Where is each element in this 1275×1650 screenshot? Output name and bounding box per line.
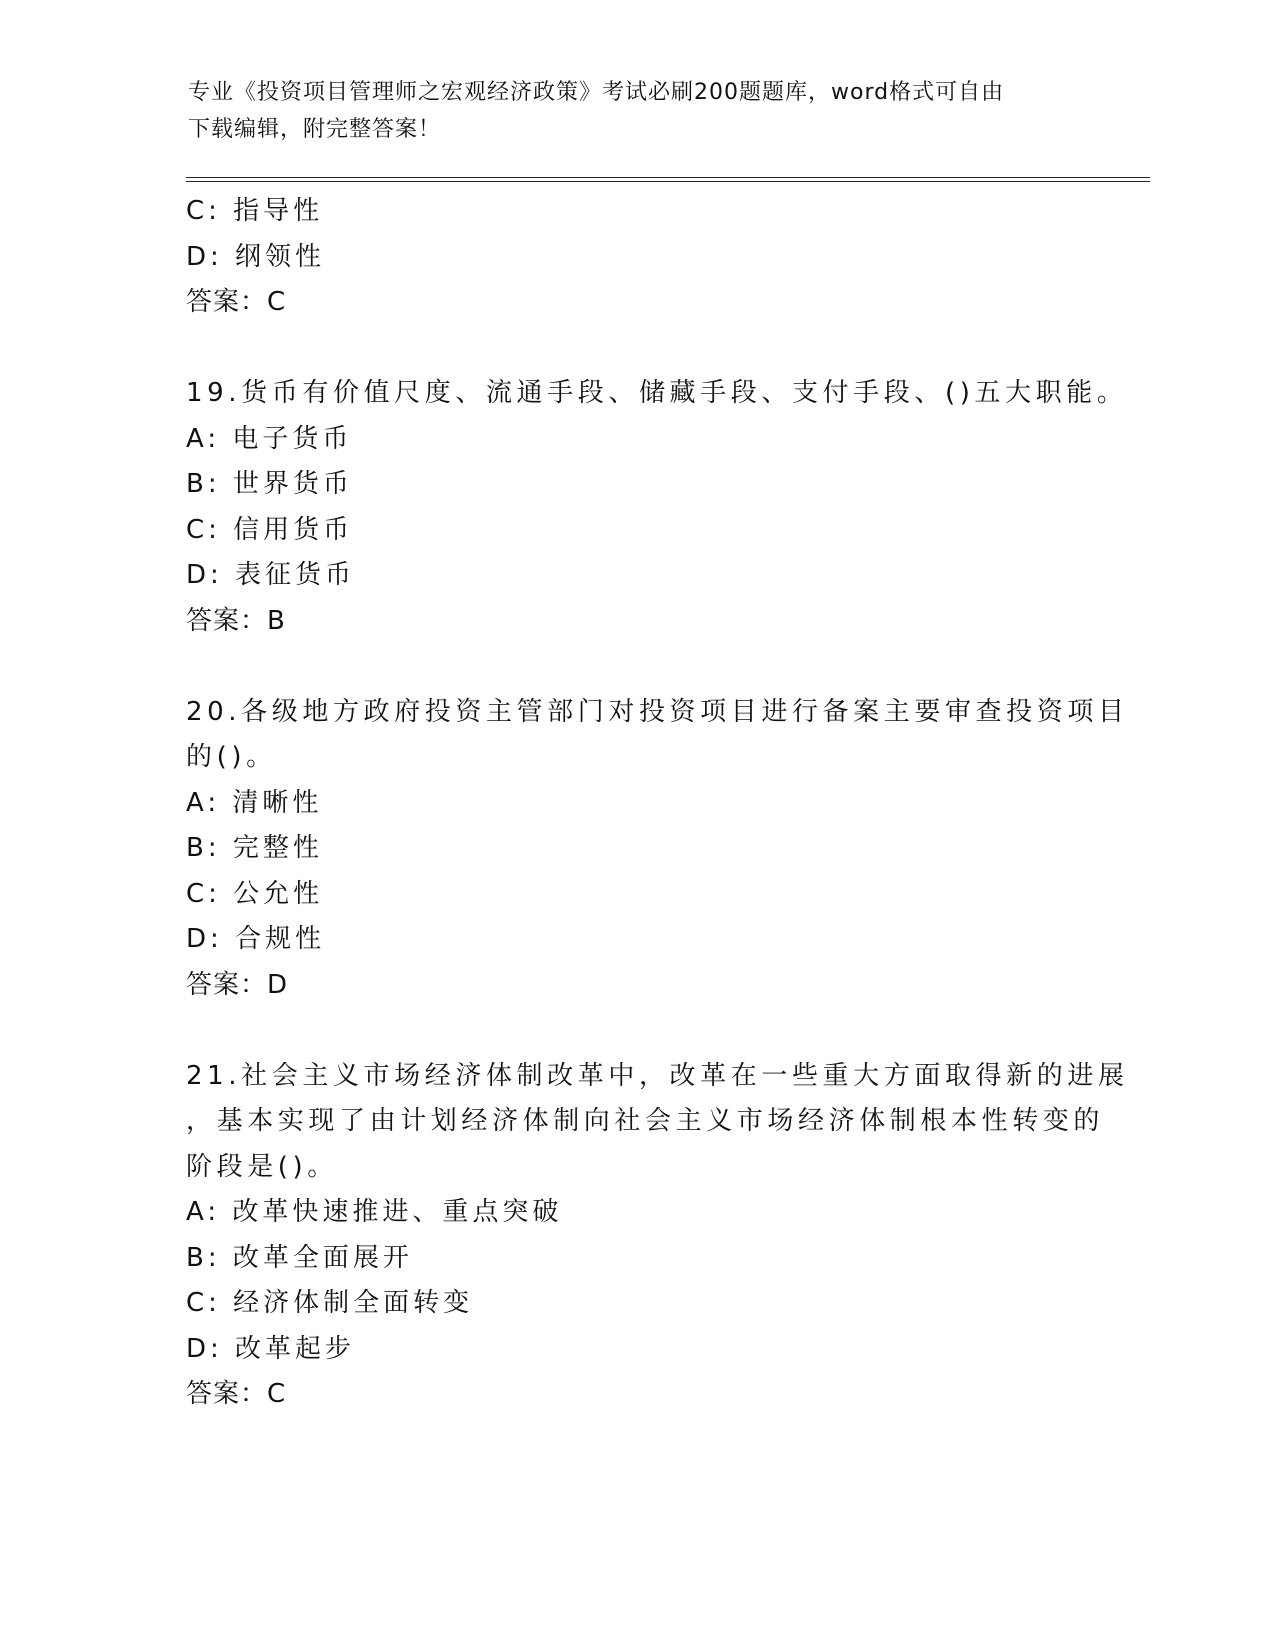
answer-line: 答案：C xyxy=(186,1379,287,1409)
question-continued xyxy=(186,189,1086,326)
option-d: D: 改革起步 xyxy=(186,1333,356,1364)
option-b: B: 改革全面展开 xyxy=(186,1242,413,1273)
question-20 xyxy=(186,690,1129,1009)
question-list xyxy=(186,189,1129,1418)
question-21 xyxy=(186,1054,1129,1418)
option-a: A: 电子货币 xyxy=(186,423,353,454)
answer-line: 答案：D xyxy=(186,969,289,1000)
option-b: B: 完整性 xyxy=(186,833,323,863)
spacer xyxy=(186,1008,1086,1054)
option-d: D: 纲领性 xyxy=(186,241,326,272)
question-stem-continued: 阶段是()。 xyxy=(186,1151,338,1182)
header-divider-bottom xyxy=(186,181,1150,182)
option-c: C: 指导性 xyxy=(186,196,324,226)
spacer xyxy=(186,644,1086,690)
header-line-1: 专业《投资项目管理师之宏观经济政策》考试必刷200题题库，word格式可自由 xyxy=(188,80,1005,105)
option-d: D: 表征货币 xyxy=(186,560,356,590)
question-stem: 21.社会主义市场经济体制改革中，改革在一些重大方面取得新的进展 xyxy=(186,1060,1129,1091)
option-c: C: 信用货币 xyxy=(186,514,354,545)
question-stem-continued: ，基本实现了由计划经济体制向社会主义市场经济体制根本性转变的 xyxy=(186,1106,1105,1136)
answer-line: 答案：C xyxy=(186,287,287,317)
document-header xyxy=(188,74,1068,148)
question-19 xyxy=(186,371,1128,644)
question-stem-continued: 的()。 xyxy=(186,742,277,772)
option-c: C: 经济体制全面转变 xyxy=(186,1288,474,1318)
option-a: A: 改革快速推进、重点突破 xyxy=(186,1197,563,1227)
question-stem: 20.各级地方政府投资主管部门对投资项目进行备案主要审查投资项目 xyxy=(186,696,1129,727)
option-a: A: 清晰性 xyxy=(186,787,323,818)
header-divider-top xyxy=(186,177,1150,178)
question-stem: 19.货币有价值尺度、流通手段、储藏手段、支付手段、()五大职能。 xyxy=(186,378,1128,408)
spacer xyxy=(186,326,1086,372)
answer-line: 答案：B xyxy=(186,605,286,636)
header-line-2: 下载编辑，附完整答案！ xyxy=(188,117,442,142)
option-b: B: 世界货币 xyxy=(186,469,353,499)
option-d: D: 合规性 xyxy=(186,924,326,954)
option-c: C: 公允性 xyxy=(186,878,324,909)
